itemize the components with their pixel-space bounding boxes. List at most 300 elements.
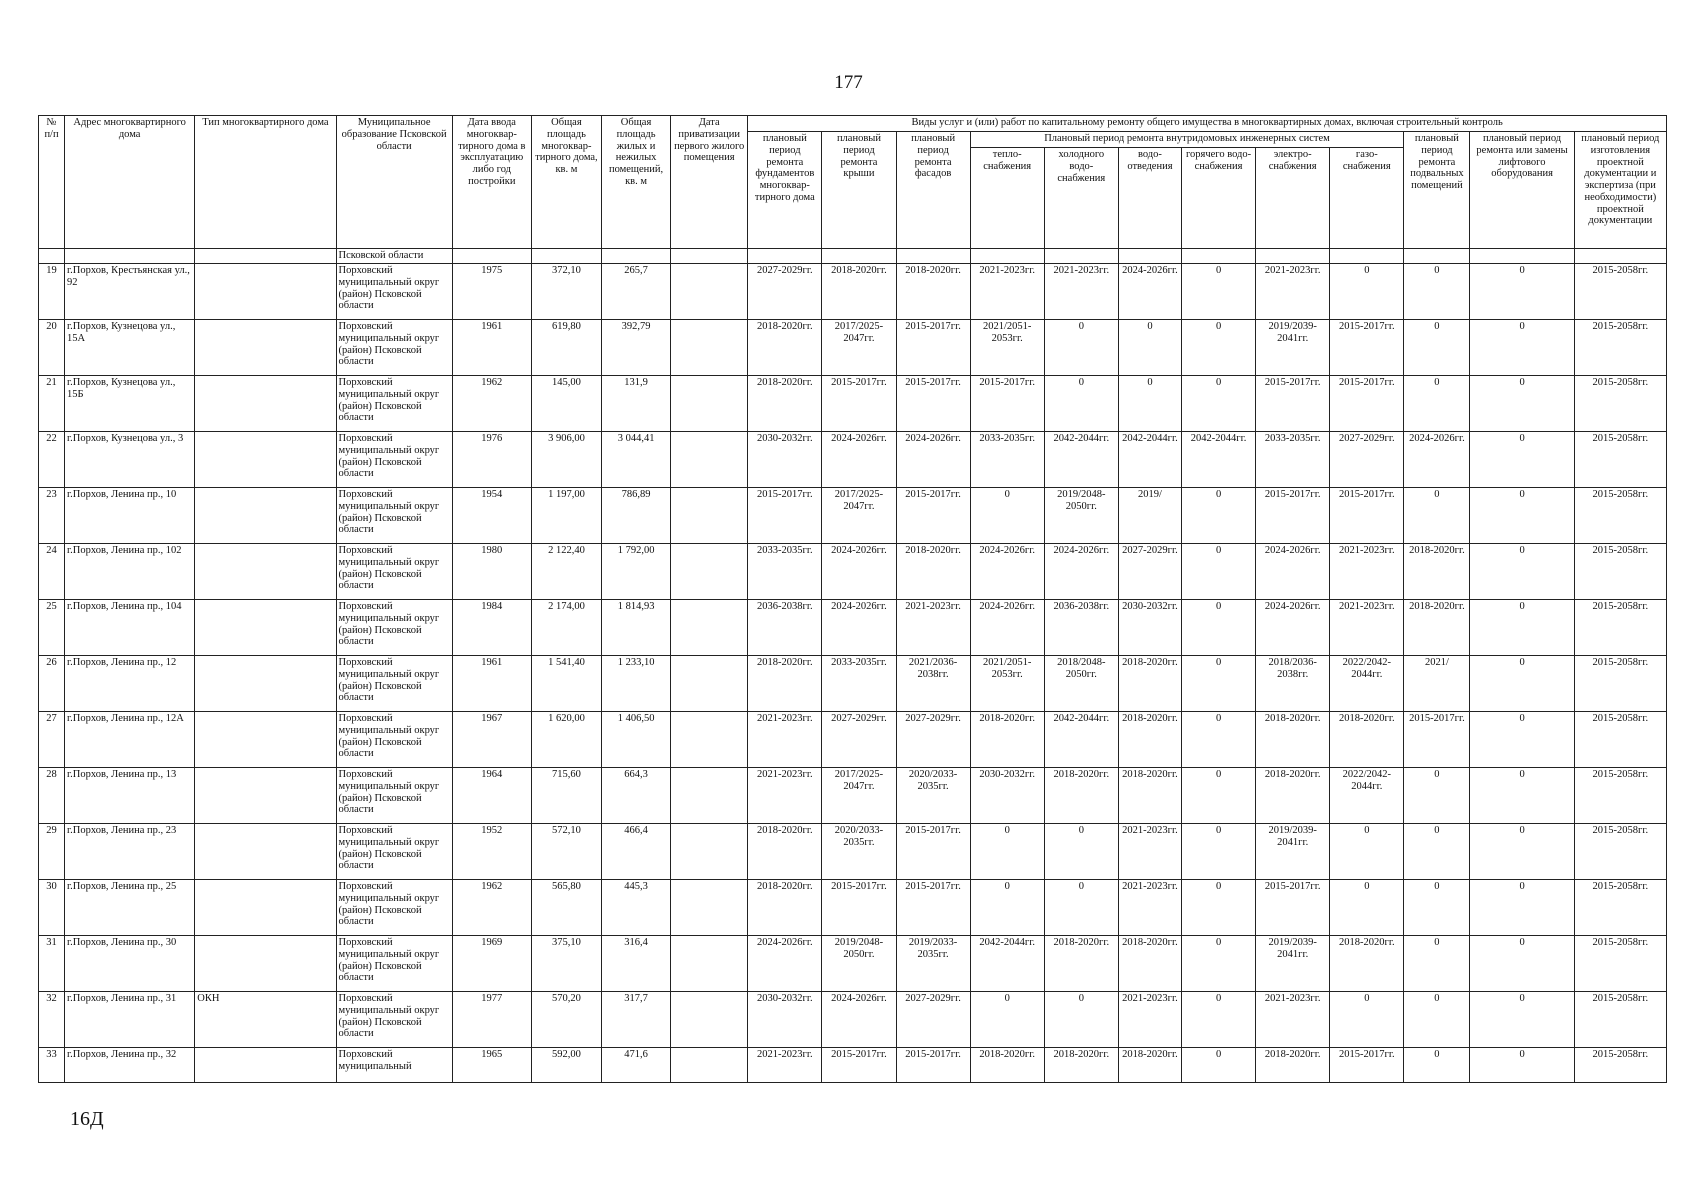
cell-type: [195, 488, 336, 544]
cell-hot-water: 0: [1182, 544, 1256, 600]
cell-electric: 2018-2020гг.: [1256, 712, 1330, 768]
cell-cold-water: 0: [1044, 824, 1118, 880]
cell-facade: 2019/2033-2035гг.: [896, 936, 970, 992]
cell-elevator: 0: [1470, 768, 1574, 824]
cell-address: г.Порхов, Ленина пр., 102: [65, 544, 195, 600]
cell-privatization: [671, 880, 748, 936]
cell-design: 2015-2058гг.: [1574, 488, 1666, 544]
cell-privatization: [671, 376, 748, 432]
cell-hot-water: 0: [1182, 768, 1256, 824]
cell-date: 1962: [452, 880, 531, 936]
cell-total-area: 1 620,00: [531, 712, 601, 768]
cell-facade: 2027-2029гг.: [896, 712, 970, 768]
cell-electric: 2015-2017гг.: [1256, 376, 1330, 432]
cell-electric: 2015-2017гг.: [1256, 880, 1330, 936]
cell-heat: 2021-2023гг.: [970, 264, 1044, 320]
cell-type: [195, 880, 336, 936]
cell-privatization: [671, 600, 748, 656]
cell-roof: 2024-2026гг.: [822, 992, 896, 1048]
header-elevator: плановый период ремонта или замены лифтового оборудования: [1470, 132, 1574, 249]
cell-basement: 0: [1404, 1048, 1470, 1083]
cell-drainage: 2021-2023гг.: [1118, 992, 1181, 1048]
cell-drainage: 2027-2029гг.: [1118, 544, 1181, 600]
table-row: [39, 1048, 1667, 1083]
cell-municipality: Порховский муниципальный округ (район) Псковской области: [336, 712, 452, 768]
cell-total-area: 145,00: [531, 376, 601, 432]
table-row: [39, 264, 1667, 320]
cell-design: 2015-2058гг.: [1574, 320, 1666, 376]
cell-municipality: Порховский муниципальный округ (район) Псковской области: [336, 656, 452, 712]
cell-drainage: 2021-2023гг.: [1118, 880, 1181, 936]
cell-date: 1967: [452, 712, 531, 768]
cell-municipality: Порховский муниципальный: [336, 1048, 452, 1083]
cell-type: ОКН: [195, 992, 336, 1048]
cell-heat: 0: [970, 880, 1044, 936]
cell-address: г.Порхов, Кузнецова ул., 3: [65, 432, 195, 488]
cell-total-area: 619,80: [531, 320, 601, 376]
table-row: [39, 320, 1667, 376]
cell-design: 2015-2058гг.: [1574, 880, 1666, 936]
header-heat: тепло-снабжения: [970, 148, 1044, 249]
cell-elevator: 0: [1470, 600, 1574, 656]
cell-total-area: 2 122,40: [531, 544, 601, 600]
cell-living-area: 1 814,93: [602, 600, 671, 656]
cell-living-area: 3 044,41: [602, 432, 671, 488]
cell-address: г.Порхов, Ленина пр., 30: [65, 936, 195, 992]
table-row: [39, 432, 1667, 488]
table-row: [39, 656, 1667, 712]
header-engineering-group: Плановый период ремонта внутридомовых инженерных систем: [970, 132, 1404, 148]
cell-elevator: 0: [1470, 656, 1574, 712]
cell-living-area: 317,7: [602, 992, 671, 1048]
cell-electric: 2024-2026гг.: [1256, 600, 1330, 656]
cell-type: [195, 432, 336, 488]
cell-date: 1965: [452, 1048, 531, 1083]
cell-design: 2015-2058гг.: [1574, 768, 1666, 824]
cell-roof: 2027-2029гг.: [822, 712, 896, 768]
cell-heat: 0: [970, 488, 1044, 544]
cell-type: [195, 712, 336, 768]
header-works-group: Виды услуг и (или) работ по капитальному ремонту общего имущества в многоквартирных домах, включая строительный контроль: [748, 116, 1667, 132]
cell-total-area: 572,10: [531, 824, 601, 880]
cell-num: 30: [39, 880, 65, 936]
cell-municipality: Порховский муниципальный округ (район) Псковской области: [336, 320, 452, 376]
cell-design: 2015-2058гг.: [1574, 1048, 1666, 1083]
cell-design: 2015-2058гг.: [1574, 712, 1666, 768]
cell-address: г.Порхов, Кузнецова ул., 15А: [65, 320, 195, 376]
cell-elevator: 0: [1470, 488, 1574, 544]
cell-type: [195, 544, 336, 600]
cell-gas: 2021-2023гг.: [1330, 544, 1404, 600]
cell-roof: 2024-2026гг.: [822, 544, 896, 600]
cell-facade: 2015-2017гг.: [896, 1048, 970, 1083]
continuation-cell: Псковской области: [336, 249, 452, 264]
cell-living-area: 1 792,00: [602, 544, 671, 600]
cell-municipality: Порховский муниципальный округ (район) Псковской области: [336, 544, 452, 600]
cell-elevator: 0: [1470, 544, 1574, 600]
cell-elevator: 0: [1470, 376, 1574, 432]
cell-privatization: [671, 936, 748, 992]
cell-roof: 2020/2033-2035гг.: [822, 824, 896, 880]
cell-address: г.Порхов, Ленина пр., 25: [65, 880, 195, 936]
cell-num: 25: [39, 600, 65, 656]
cell-roof: 2018-2020гг.: [822, 264, 896, 320]
cell-address: г.Порхов, Кузнецова ул., 15Б: [65, 376, 195, 432]
cell-drainage: 2018-2020гг.: [1118, 1048, 1181, 1083]
cell-foundation: 2018-2020гг.: [748, 656, 822, 712]
cell-cold-water: 0: [1044, 376, 1118, 432]
cell-electric: 2018-2020гг.: [1256, 768, 1330, 824]
cell-type: [195, 600, 336, 656]
cell-foundation: 2030-2032гг.: [748, 432, 822, 488]
cell-foundation: 2018-2020гг.: [748, 824, 822, 880]
cell-municipality: Порховский муниципальный округ (район) Псковской области: [336, 768, 452, 824]
cell-electric: 2018-2020гг.: [1256, 1048, 1330, 1083]
cell-foundation: 2021-2023гг.: [748, 768, 822, 824]
cell-drainage: 2018-2020гг.: [1118, 656, 1181, 712]
cell-type: [195, 320, 336, 376]
cell-address: г.Порхов, Ленина пр., 13: [65, 768, 195, 824]
cell-privatization: [671, 824, 748, 880]
cell-facade: 2015-2017гг.: [896, 320, 970, 376]
cell-foundation: 2033-2035гг.: [748, 544, 822, 600]
cell-type: [195, 1048, 336, 1083]
cell-facade: 2015-2017гг.: [896, 880, 970, 936]
header-num: № п/п: [39, 116, 65, 249]
cell-privatization: [671, 264, 748, 320]
header-facade: плановый период ремонта фасадов: [896, 132, 970, 249]
cell-type: [195, 656, 336, 712]
cell-date: 1977: [452, 992, 531, 1048]
cell-address: г.Порхов, Ленина пр., 12: [65, 656, 195, 712]
cell-basement: 0: [1404, 320, 1470, 376]
cell-heat: 2024-2026гг.: [970, 544, 1044, 600]
cell-cold-water: 2036-2038гг.: [1044, 600, 1118, 656]
cell-facade: 2018-2020гг.: [896, 264, 970, 320]
cell-facade: 2015-2017гг.: [896, 824, 970, 880]
cell-electric: 2019/2039-2041гг.: [1256, 936, 1330, 992]
header-address: Адрес многоквартирного дома: [65, 116, 195, 249]
header-roof: плановый период ремонта крыши: [822, 132, 896, 249]
cell-cold-water: 2024-2026гг.: [1044, 544, 1118, 600]
cell-drainage: 2024-2026гг.: [1118, 264, 1181, 320]
cell-total-area: 592,00: [531, 1048, 601, 1083]
cell-electric: 2024-2026гг.: [1256, 544, 1330, 600]
cell-num: 32: [39, 992, 65, 1048]
cell-gas: 2015-2017гг.: [1330, 320, 1404, 376]
cell-foundation: 2018-2020гг.: [748, 376, 822, 432]
cell-elevator: 0: [1470, 320, 1574, 376]
cell-basement: 2015-2017гг.: [1404, 712, 1470, 768]
cell-municipality: Порховский муниципальный округ (район) Псковской области: [336, 880, 452, 936]
cell-living-area: 664,3: [602, 768, 671, 824]
cell-gas: 2015-2017гг.: [1330, 376, 1404, 432]
cell-hot-water: 0: [1182, 880, 1256, 936]
cell-foundation: 2018-2020гг.: [748, 320, 822, 376]
cell-facade: 2015-2017гг.: [896, 376, 970, 432]
cell-facade: 2020/2033-2035гг.: [896, 768, 970, 824]
cell-type: [195, 824, 336, 880]
cell-cold-water: 0: [1044, 992, 1118, 1048]
cell-living-area: 392,79: [602, 320, 671, 376]
cell-basement: 0: [1404, 488, 1470, 544]
cell-electric: 2018/2036-2038гг.: [1256, 656, 1330, 712]
cell-municipality: Порховский муниципальный округ (район) Псковской области: [336, 824, 452, 880]
cell-elevator: 0: [1470, 992, 1574, 1048]
cell-roof: 2017/2025-2047гг.: [822, 768, 896, 824]
cell-basement: 0: [1404, 768, 1470, 824]
cell-elevator: 0: [1470, 712, 1574, 768]
cell-total-area: 715,60: [531, 768, 601, 824]
cell-date: 1975: [452, 264, 531, 320]
page-number: 177: [834, 72, 863, 93]
cell-address: г.Порхов, Ленина пр., 31: [65, 992, 195, 1048]
table-row: [39, 712, 1667, 768]
cell-num: 21: [39, 376, 65, 432]
cell-type: [195, 936, 336, 992]
cell-design: 2015-2058гг.: [1574, 264, 1666, 320]
cell-heat: 0: [970, 992, 1044, 1048]
cell-basement: 2018-2020гг.: [1404, 544, 1470, 600]
cell-electric: 2033-2035гг.: [1256, 432, 1330, 488]
cell-type: [195, 264, 336, 320]
cell-num: 26: [39, 656, 65, 712]
cell-address: г.Порхов, Ленина пр., 12А: [65, 712, 195, 768]
cell-total-area: 372,10: [531, 264, 601, 320]
header-design: плановый период изготовления проектной документации и экспертиза (при необходимости) проектной документации: [1574, 132, 1666, 249]
cell-num: 23: [39, 488, 65, 544]
cell-total-area: 2 174,00: [531, 600, 601, 656]
cell-basement: 0: [1404, 824, 1470, 880]
header-total-area: Общая площадь многоквар-тирного дома, кв. м: [531, 116, 601, 249]
cell-hot-water: 0: [1182, 320, 1256, 376]
cell-elevator: 0: [1470, 1048, 1574, 1083]
cell-heat: 2021/2051-2053гг.: [970, 320, 1044, 376]
cell-design: 2015-2058гг.: [1574, 824, 1666, 880]
cell-basement: 0: [1404, 936, 1470, 992]
cell-hot-water: 2042-2044гг.: [1182, 432, 1256, 488]
cell-drainage: 2018-2020гг.: [1118, 712, 1181, 768]
cell-num: 27: [39, 712, 65, 768]
cell-heat: 0: [970, 824, 1044, 880]
cell-gas: 0: [1330, 264, 1404, 320]
header-hot-water: горячего водо-снабжения: [1182, 148, 1256, 249]
cell-privatization: [671, 712, 748, 768]
cell-facade: 2015-2017гг.: [896, 488, 970, 544]
cell-roof: 2015-2017гг.: [822, 376, 896, 432]
table-row: [39, 824, 1667, 880]
cell-hot-water: 0: [1182, 824, 1256, 880]
cell-living-area: 316,4: [602, 936, 671, 992]
cell-type: [195, 768, 336, 824]
table-row: [39, 936, 1667, 992]
cell-foundation: 2021-2023гг.: [748, 712, 822, 768]
cell-total-area: 565,80: [531, 880, 601, 936]
cell-cold-water: 2042-2044гг.: [1044, 712, 1118, 768]
cell-address: г.Порхов, Крестьянская ул., 92: [65, 264, 195, 320]
cell-address: г.Порхов, Ленина пр., 10: [65, 488, 195, 544]
cell-elevator: 0: [1470, 824, 1574, 880]
cell-cold-water: 2018/2048-2050гг.: [1044, 656, 1118, 712]
cell-design: 2015-2058гг.: [1574, 992, 1666, 1048]
cell-foundation: 2018-2020гг.: [748, 880, 822, 936]
cell-electric: 2019/2039-2041гг.: [1256, 824, 1330, 880]
cell-hot-water: 0: [1182, 264, 1256, 320]
cell-cold-water: 2018-2020гг.: [1044, 936, 1118, 992]
cell-living-area: 1 233,10: [602, 656, 671, 712]
cell-design: 2015-2058гг.: [1574, 656, 1666, 712]
cell-municipality: Порховский муниципальный округ (район) Псковской области: [336, 432, 452, 488]
cell-privatization: [671, 768, 748, 824]
header-drainage: водо-отведения: [1118, 148, 1181, 249]
cell-living-area: 131,9: [602, 376, 671, 432]
header-gas: газо-снабжения: [1330, 148, 1404, 249]
cell-drainage: 0: [1118, 320, 1181, 376]
cell-facade: 2021/2036-2038гг.: [896, 656, 970, 712]
table-row: [39, 992, 1667, 1048]
cell-address: г.Порхов, Ленина пр., 23: [65, 824, 195, 880]
cell-address: г.Порхов, Ленина пр., 32: [65, 1048, 195, 1083]
cell-total-area: 1 541,40: [531, 656, 601, 712]
cell-design: 2015-2058гг.: [1574, 432, 1666, 488]
cell-hot-water: 0: [1182, 600, 1256, 656]
cell-cold-water: 2019/2048-2050гг.: [1044, 488, 1118, 544]
cell-facade: 2018-2020гг.: [896, 544, 970, 600]
cell-foundation: 2015-2017гг.: [748, 488, 822, 544]
cell-cold-water: 2021-2023гг.: [1044, 264, 1118, 320]
cell-gas: 0: [1330, 824, 1404, 880]
cell-gas: 0: [1330, 992, 1404, 1048]
cell-design: 2015-2058гг.: [1574, 936, 1666, 992]
cell-date: 1969: [452, 936, 531, 992]
header-date-intro: Дата ввода многоквар-тирного дома в эксплуатацию либо год постройки: [452, 116, 531, 249]
cell-num: 20: [39, 320, 65, 376]
cell-total-area: 1 197,00: [531, 488, 601, 544]
cell-roof: 2017/2025-2047гг.: [822, 320, 896, 376]
cell-living-area: 466,4: [602, 824, 671, 880]
cell-privatization: [671, 992, 748, 1048]
cell-gas: 2022/2042-2044гг.: [1330, 768, 1404, 824]
cell-municipality: Порховский муниципальный округ (район) Псковской области: [336, 376, 452, 432]
cell-basement: 0: [1404, 992, 1470, 1048]
cell-basement: 2024-2026гг.: [1404, 432, 1470, 488]
cell-drainage: 2019/: [1118, 488, 1181, 544]
cell-electric: 2015-2017гг.: [1256, 488, 1330, 544]
cell-roof: 2015-2017гг.: [822, 880, 896, 936]
cell-electric: 2021-2023гг.: [1256, 992, 1330, 1048]
cell-date: 1984: [452, 600, 531, 656]
footer-code: 16Д: [70, 1108, 104, 1130]
cell-date: 1952: [452, 824, 531, 880]
cell-living-area: 471,6: [602, 1048, 671, 1083]
cell-living-area: 1 406,50: [602, 712, 671, 768]
cell-design: 2015-2058гг.: [1574, 544, 1666, 600]
cell-address: г.Порхов, Ленина пр., 104: [65, 600, 195, 656]
cell-privatization: [671, 488, 748, 544]
table-row: [39, 880, 1667, 936]
cell-hot-water: 0: [1182, 656, 1256, 712]
cell-roof: 2017/2025-2047гг.: [822, 488, 896, 544]
cell-basement: 0: [1404, 880, 1470, 936]
cell-privatization: [671, 320, 748, 376]
cell-date: 1954: [452, 488, 531, 544]
cell-basement: 2018-2020гг.: [1404, 600, 1470, 656]
cell-num: 28: [39, 768, 65, 824]
table-row: [39, 768, 1667, 824]
cell-basement: 0: [1404, 376, 1470, 432]
cell-gas: 0: [1330, 880, 1404, 936]
cell-gas: 2018-2020гг.: [1330, 712, 1404, 768]
cell-elevator: 0: [1470, 264, 1574, 320]
cell-drainage: 2021-2023гг.: [1118, 824, 1181, 880]
cell-electric: 2019/2039-2041гг.: [1256, 320, 1330, 376]
cell-foundation: 2030-2032гг.: [748, 992, 822, 1048]
cell-gas: 2015-2017гг.: [1330, 1048, 1404, 1083]
header-foundation: плановый период ремонта фундаментов многоквар-тирного дома: [748, 132, 822, 249]
cell-num: 31: [39, 936, 65, 992]
cell-living-area: 265,7: [602, 264, 671, 320]
cell-cold-water: 0: [1044, 320, 1118, 376]
cell-living-area: 445,3: [602, 880, 671, 936]
cell-cold-water: 2018-2020гг.: [1044, 768, 1118, 824]
cell-design: 2015-2058гг.: [1574, 376, 1666, 432]
cell-facade: 2024-2026гг.: [896, 432, 970, 488]
cell-hot-water: 0: [1182, 376, 1256, 432]
cell-electric: 2021-2023гг.: [1256, 264, 1330, 320]
cell-date: 1980: [452, 544, 531, 600]
cell-privatization: [671, 432, 748, 488]
cell-num: 33: [39, 1048, 65, 1083]
cell-cold-water: 2018-2020гг.: [1044, 1048, 1118, 1083]
cell-hot-water: 0: [1182, 488, 1256, 544]
cell-cold-water: 2042-2044гг.: [1044, 432, 1118, 488]
cell-drainage: 2018-2020гг.: [1118, 768, 1181, 824]
cell-num: 24: [39, 544, 65, 600]
cell-heat: 2030-2032гг.: [970, 768, 1044, 824]
cell-date: 1962: [452, 376, 531, 432]
cell-gas: 2021-2023гг.: [1330, 600, 1404, 656]
cell-hot-water: 0: [1182, 1048, 1256, 1083]
cell-hot-water: 0: [1182, 712, 1256, 768]
cell-gas: 2027-2029гг.: [1330, 432, 1404, 488]
cell-elevator: 0: [1470, 936, 1574, 992]
cell-cold-water: 0: [1044, 880, 1118, 936]
cell-municipality: Порховский муниципальный округ (район) Псковской области: [336, 488, 452, 544]
cell-municipality: Порховский муниципальный округ (район) Псковской области: [336, 600, 452, 656]
cell-foundation: 2024-2026гг.: [748, 936, 822, 992]
cell-heat: 2024-2026гг.: [970, 600, 1044, 656]
header-basement: плановый период ремонта подвальных помещений: [1404, 132, 1470, 249]
cell-num: 29: [39, 824, 65, 880]
cell-facade: 2021-2023гг.: [896, 600, 970, 656]
continuation-row: [39, 249, 1667, 264]
cell-municipality: Порховский муниципальный округ (район) Псковской области: [336, 936, 452, 992]
cell-roof: 2024-2026гг.: [822, 432, 896, 488]
cell-facade: 2027-2029гг.: [896, 992, 970, 1048]
cell-municipality: Порховский муниципальный округ (район) Псковской области: [336, 264, 452, 320]
cell-drainage: 2018-2020гг.: [1118, 936, 1181, 992]
cell-total-area: 3 906,00: [531, 432, 601, 488]
cell-date: 1964: [452, 768, 531, 824]
cell-roof: 2015-2017гг.: [822, 1048, 896, 1083]
cell-date: 1961: [452, 320, 531, 376]
header-privatization: Дата приватизации первого жилого помещения: [671, 116, 748, 249]
header-cold-water: холодного водо-снабжения: [1044, 148, 1118, 249]
cell-hot-water: 0: [1182, 992, 1256, 1048]
cell-num: 22: [39, 432, 65, 488]
cell-privatization: [671, 656, 748, 712]
table-row: [39, 600, 1667, 656]
